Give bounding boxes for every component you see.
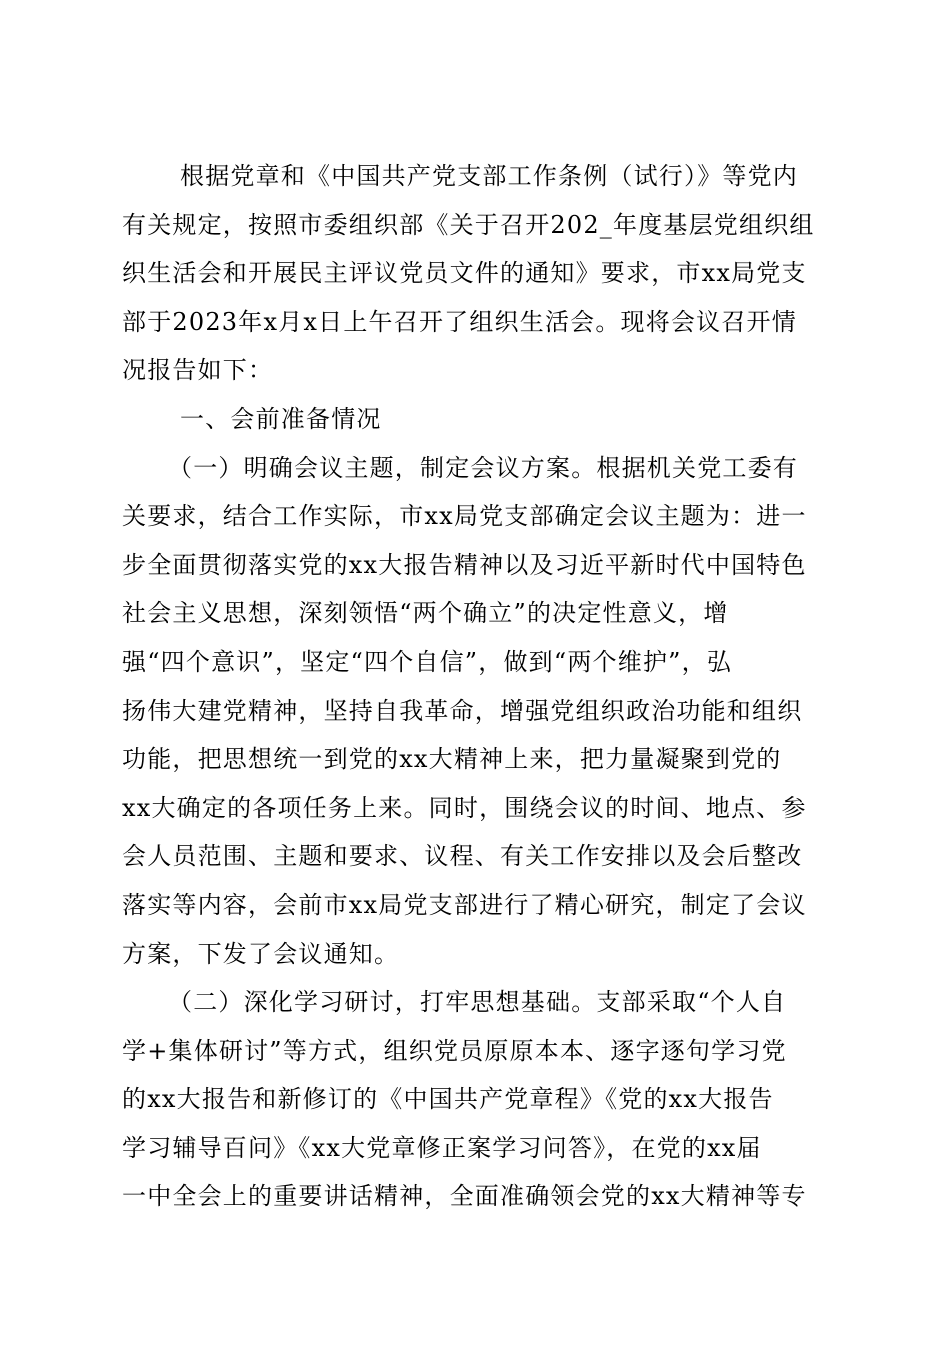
- document-body: [122, 152, 842, 1221]
- paragraph-2-line-5: 强“四个意识”，坚定“四个自信”，做到“两个维护”，弘: [122, 647, 733, 676]
- paragraph-1-line-5: 况报告如下：: [122, 356, 274, 385]
- paragraph-2-line-4: 社会主义思想，深刻领悟“两个确立”的决定性意义，增: [122, 599, 729, 628]
- paragraph-2-line-7: 功能，把思想统一到党的xx大精神上来，把力量凝聚到党的: [122, 745, 782, 774]
- paragraph-3-line-3: 的xx大报告和新修订的《中国共产党章程》《党的xx大报告: [122, 1085, 774, 1114]
- paragraph-2-line-1: （一）明确会议主题，制定会议方案。根据机关党工委有: [168, 453, 798, 482]
- paragraph-2-line-9: 会人员范围、主题和要求、议程、有关工作安排以及会后整改: [122, 842, 803, 871]
- paragraph-1-line-1: 根据党章和《中国共产党支部工作条例（试行）》等党内: [180, 162, 798, 190]
- paragraph-1-line-4: 部于2023年x月x日上午召开了组织生活会。现将会议召开情: [122, 307, 797, 336]
- paragraph-2-line-10: 落实等内容，会前市xx局党支部进行了精心研究，制定了会议: [122, 890, 807, 919]
- paragraph-2-line-3: 步全面贯彻落实党的xx大报告精神以及习近平新时代中国特色: [122, 550, 807, 579]
- paragraph-1-line-2: 有关规定，按照市委组织部《关于召开202_年度基层党组织组: [122, 210, 815, 239]
- paragraph-3-line-5: 一中全会上的重要讲话精神，全面准确领会党的xx大精神等专: [122, 1182, 807, 1211]
- paragraph-2-line-6: 扬伟大建党精神，坚持自我革命，增强党组织政治功能和组织: [122, 696, 803, 725]
- paragraph-2-line-8: xx大确定的各项任务上来。同时，围绕会议的时间、地点、参: [122, 793, 807, 822]
- paragraph-3-line-1: （二）深化学习研讨，打牢思想基础。支部采取“个人自: [168, 988, 787, 1017]
- paragraph-3-line-4: 学习辅导百问》《xx大党章修正案学习问答》，在党的xx届: [122, 1133, 762, 1162]
- section-heading-1: 一、会前准备情况: [180, 404, 382, 433]
- paragraph-3-line-2: 学+集体研讨”等方式，组织党员原原本本、逐字逐句学习党: [122, 1036, 787, 1065]
- paragraph-1-line-3: 织生活会和开展民主评议党员文件的通知》要求，市xx局党支: [122, 259, 807, 288]
- paragraph-2-line-11: 方案，下发了会议通知。: [122, 939, 400, 968]
- paragraph-2-line-2: 关要求，结合工作实际，市xx局党支部确定会议主题为：进一: [122, 502, 807, 531]
